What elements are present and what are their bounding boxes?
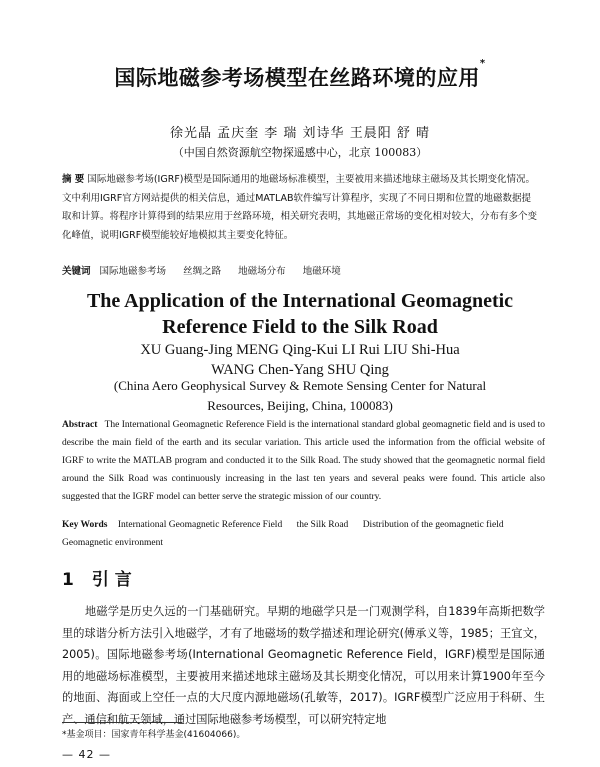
- english-keyword: Distribution of the geomagnetic field: [362, 520, 504, 530]
- english-title: [0, 288, 600, 340]
- english-authors: [0, 340, 600, 380]
- chinese-abstract: [62, 171, 540, 245]
- title-footnote-mark: *: [479, 58, 486, 69]
- footnote-funding: *基金项目：国家青年科学基金(41604066)。: [62, 730, 246, 740]
- english-keywords: [62, 516, 545, 552]
- english-title-line-2: Reference Field to the Silk Road: [162, 316, 438, 338]
- section-number: 1: [62, 570, 74, 590]
- english-title-line-1: The Application of the International Geomagnetic: [86, 290, 514, 312]
- chinese-abstract-text: 国际地磁参考场(IGRF)模型是国际通用的地磁场标准模型，主要被用来描述地球主磁场及其长期变化情况。文中利用IGRF官方网站提供的相关信息，通过MATLAB软件编写计算程序，实现了不同日期和位置的地磁数据提取和计算。将程序计算得到的结果应用于丝路环境，相关研究表明，其地磁正常场的变化相对较大，分布有多个变化峰值，说明IGRF模型能较好地模拟其主要变化特征。: [62, 174, 538, 241]
- english-keyword: the Silk Road: [296, 520, 349, 530]
- english-abstract-label: Abstract: [62, 420, 98, 430]
- chinese-abstract-label: 摘 要: [62, 174, 85, 185]
- chinese-keyword: 地磁场分布: [238, 266, 286, 277]
- english-affiliation: (China Aero Geophysical Survey & Remote Sensing Center for Natural Resources, Beijing, China, 100083): [113, 378, 487, 413]
- english-keywords-label: Key Words: [62, 520, 108, 530]
- chinese-keyword: 丝绸之路: [183, 266, 222, 277]
- section-heading: [62, 565, 132, 590]
- english-authors-line-1: XU Guang-Jing MENG Qing-Kui LI Rui LIU Shi-Hua: [140, 342, 460, 358]
- footnote-divider: [62, 722, 182, 723]
- chinese-keyword: 国际地磁参考场: [99, 266, 167, 277]
- english-keyword: Geomagnetic environment: [62, 538, 164, 548]
- introduction-paragraph: 地磁学是历史久远的一门基础研究。早期的地磁学只是一门观测学科，自1839年高斯把数学里的球谐分析方法引入地磁学，才有了地磁场的数学描述和理论研究(傅承义等，1985；王宜文，2005)。国际地磁参考场(International Geomagnetic Reference Field，IGRF)模型是国际通用的地磁场标准模型，主要被用来描述地球主磁场及其长期变化情况，可以用来计算1900年至今的地面、海面或上空任一点的大尺度内源地磁场(孔敏等，2017)。IGRF模型广泛应用于科研、生产、通信和航天领域，通过国际地磁参考场模型，可以研究特定地: [62, 605, 545, 726]
- chinese-keywords-label: 关键词: [62, 266, 91, 277]
- chinese-affiliation: （中国自然资源航空物探遥感中心，北京 100083）: [172, 146, 428, 159]
- english-authors-line-2: WANG Chen-Yang SHU Qing: [211, 362, 389, 378]
- chinese-title: 国际地磁参考场模型在丝路环境的应用*: [114, 58, 486, 90]
- section-title: 引 言: [91, 570, 132, 590]
- chinese-keyword: 地磁环境: [302, 266, 341, 277]
- english-keyword: International Geomagnetic Reference Field: [117, 520, 283, 530]
- english-abstract: [62, 416, 545, 506]
- chinese-keywords: [62, 263, 540, 277]
- english-abstract-text: The International Geomagnetic Reference Field is the international standard global geomagnetic field and is used to describe the main field of the earth and its secular variation. This article used the information from the official website of IGRF to write the MATLAB program and conducted it to the Silk Road. The study showed that the geomagnetic normal field around the Silk Road was continuously increasing in the last ten years and several peaks were found. This article also suggested that the IGRF model can better serve the strategic mission of our country.: [62, 420, 545, 502]
- page-number: — 42 —: [62, 748, 111, 761]
- chinese-authors: 徐光晶 孟庆奎 李 瑞 刘诗华 王晨阳 舒 晴: [170, 126, 430, 141]
